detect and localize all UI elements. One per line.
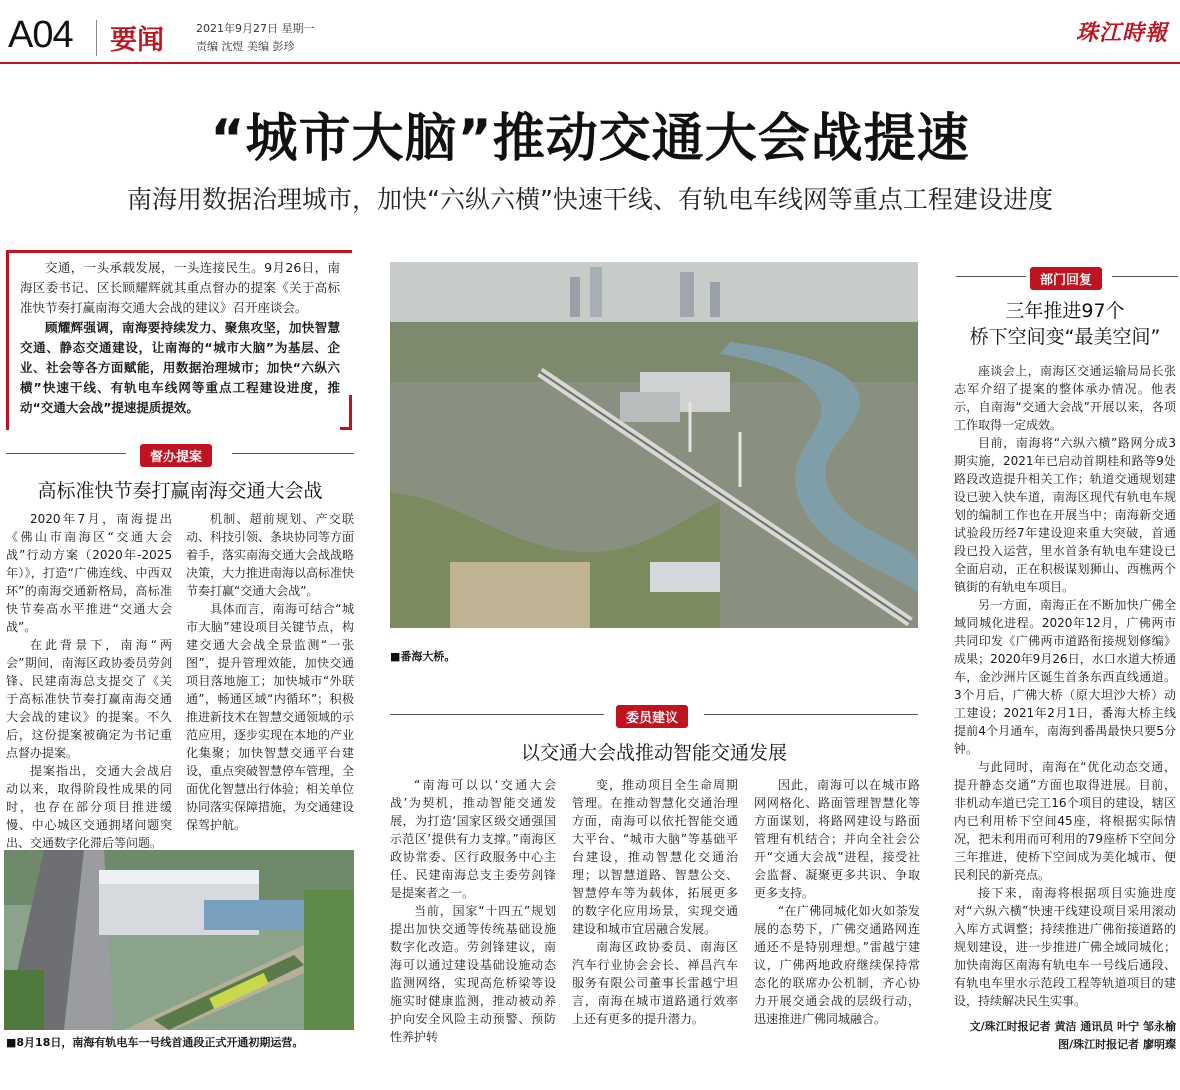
tram-photo — [4, 850, 354, 1030]
article-column — [954, 362, 1176, 1010]
tag-rule — [956, 276, 1026, 277]
header-rule — [0, 62, 1180, 64]
paragraph: 目前，南海将“六纵六横”路网分成3期实施，2021年已启动首期桂和路等9处路段改造提升相关工作；轨道交通规划建设已驶入快车道，南海区现代有轨电车规划的编制工作也在开展当中；南海新交通试验段历经7年建设迎来重大突破，首通段已投入运营，里水首条有轨电车建设已全面启动，正在积极谋划狮山、西樵两个镇街的有轨电车项目。 — [954, 436, 1176, 594]
photo-caption: ■8月18日，南海有轨电车一号线首通段正式开通初期运营。 — [6, 1036, 304, 1049]
lede-paragraph: 顾耀辉强调，南海要持续发力、聚焦攻坚，加快智慧交通、静态交通建设，让南海的“城市大脑”为基层、企业、社会等各方面赋能，用数据治理城市；加快“六纵六横”快速干线、有轨电车线网等重点工程建设进度，推动“交通大会战”提速提质提效。 — [20, 320, 340, 415]
paragraph: 机制、超前规划、产交联动、科技引领、条块协同等方面着手，落实南海交通大会战战略决策，大力推进南海以高标准快节奏打赢“交通大会战”。 — [186, 512, 355, 598]
paragraph: 提案指出，交通大会战启动以来，取得阶段性成果的同时，也存在部分项目推进缓慢、中心城区交通拥堵问题突出、交通数字化滞后等问题。 — [6, 764, 172, 850]
tag-rule — [1112, 276, 1178, 277]
paragraph: 变，推动项目全生命周期管理。在推动智慧化交通治理方面，南海可以依托智能交通大平台、“城市大脑”等基础平台建设，推动智慧化交通治理；以智慧道路、智慧公交、智慧停车等为载体，拓展更多的数字化应用场景，实现交通建设和城市宜居融合发展。 — [572, 778, 738, 936]
sub-headline: 南海用数据治理城市，加快“六纵六横”快速干线、有轨电车线网等重点工程建设进度 — [127, 185, 1053, 214]
article-title-line: 三年推进97个 — [1005, 300, 1125, 322]
article-title: 以交通大会战推动智能交通发展 — [520, 742, 787, 764]
lede-paragraph: 交通，一头承载发展，一头连接民生。9月26日，南海区委书记、区长顾耀辉就其重点督办的提案《关于高标准快节奏打赢南海交通大会战的建议》召开座谈会。 — [20, 260, 340, 315]
tag-rule — [390, 714, 604, 715]
paragraph: 接下来，南海将根据项目实施进度对“六纵六横”快速干线建设项目采用滚动入库方式调整；持续推进广佛衔接道路的规划建设，进一步推进广佛全域同城化；加快南海区南海有轨电车一号线后通段、有轨电车里水示范段工程等轨道项目的建设，持续解决民生实事。 — [954, 886, 1176, 1008]
article-column — [390, 776, 556, 1046]
byline: 文/珠江时报记者 黄洁 通讯员 叶宁 邹永榆 — [969, 1020, 1176, 1033]
main-headline: “城市大脑”推动交通大会战提速 — [210, 109, 970, 169]
tag-rule — [232, 453, 354, 454]
section-name: 要闻 — [110, 25, 164, 56]
editors: 责编 沈煜 美编 彭珍 — [196, 40, 295, 53]
paragraph: 具体而言，南海可结合“城市大脑”建设项目关键节点，构建交通大会战全景监测“一张图”，提升管理效能，加快交通项目落地施工；加快城市“外联通”，畅通区域“内循环”；积极推进新技术在智慧交通领域的示范应用，逐步实现在本地的产业化集聚；加快智慧交通平台建设，重点突破智慧停车管理，全面优化智慧出行体验；相关单位协同落实保障措施，为交通建设保驾护航。 — [186, 602, 355, 832]
issue-date: 2021年9月27日 星期一 — [196, 22, 315, 35]
photo-credit: 图/珠江时报记者 廖明璨 — [1058, 1038, 1176, 1051]
paragraph: 当前，国家“十四五”规划提出加快交通等传统基础设施数字化改造。劳剑锋建议，南海可以通过建设基础设施动态监测网络，实现高危桥梁等设施实时健康监测，推动被动养护向安全风险主动预警、预防性养护转 — [390, 904, 556, 1044]
paragraph: 另一方面，南海正在不断加快广佛全域同城化进程。2020年12月，广佛两市共同印发《广佛两市道路衔接规划修编》成果；2020年9月26日，水口水道大桥通车，金沙洲片区诞生首条东西直线通道。3个月后，广佛大桥（原大坦沙大桥）动工建设；2021年2月1日，番海大桥主线提前4个月通车，南海到番禺最快只要5分钟。 — [954, 598, 1176, 756]
lede-text — [20, 258, 340, 418]
paragraph: 与此同时，南海在“优化动态交通，提升静态交通”方面也取得进展。目前，非机动车道已完工16个项目的建设，辖区内已利用桥下空间45座，将根据实际情况，把未利用而可利用的79座桥下空间分三年推进，使桥下空间成为美化城市、便民利民的新亮点。 — [954, 760, 1176, 882]
tag-rule — [6, 453, 126, 454]
page-number: A04 — [8, 14, 73, 56]
header-divider — [96, 20, 97, 56]
paragraph: 南海区政协委员、南海区汽车行业协会会长、禅昌汽车服务有限公司董事长雷越宁坦言，南海在城市道路通行效率上还有更多的提升潜力。 — [572, 940, 738, 1026]
tag-badge: 督办提案 — [140, 444, 212, 467]
paragraph: “南海可以以‘交通大会战’为契机，推动智能交通发展，为打造‘国家区级交通强国示范区’提供有力支撑。”南海区政协常委、区行政服务中心主任、民建南海总支主委劳剑锋是提案者之一。 — [390, 778, 556, 900]
paragraph: 座谈会上，南海区交通运输局局长张志军介绍了提案的整体承办情况。他表示，自南海“交通大会战”开展以来，各项工作取得一定成效。 — [954, 364, 1176, 432]
paragraph: “在广佛同城化如火如荼发展的态势下，广佛交通路网连通还不是特别理想。”雷越宁建议，广佛两地政府继续保持常态化的联席办公机制，齐心协力开展交通会战的层级行动，迅速推进广佛同城融合。 — [754, 904, 920, 1026]
bridge-photo — [390, 262, 918, 628]
article-column — [754, 776, 920, 1028]
article-column — [572, 776, 738, 1028]
photo-caption: ■番海大桥。 — [390, 650, 456, 663]
article-title: 高标准快节奏打赢南海交通大会战 — [37, 480, 323, 502]
article-column — [6, 510, 172, 870]
lede-frame-corner — [340, 395, 352, 430]
tag-badge: 委员建议 — [616, 705, 688, 728]
tag-rule — [704, 714, 918, 715]
paragraph: 在此背景下，南海“两会”期间，南海区政协委员劳剑锋、民建南海总支提交了《关于高标准快节奏打赢南海交通大会战的建议》的提案。不久后，这份提案被确定为书记重点督办提案。 — [6, 638, 172, 760]
article-title-line: 桥下空间变“最美空间” — [969, 326, 1161, 348]
paragraph: 2020年7月，南海提出《佛山市南海区“交通大会战”行动方案（2020年-2025年）》，打造“广佛连线、中西双环”的南海交通新格局，高标准快节奏高水平推进“交通大会战”。 — [6, 512, 172, 634]
article-column — [186, 510, 354, 834]
tag-badge: 部门回复 — [1030, 267, 1102, 290]
paragraph: 因此，南海可以在城市路网网格化、路面管理智慧化等方面谋划，将路网建设与路面管理有机结合；并向全社会公开“交通大会战”进程，接受社会监督、凝聚更多共识、争取更多支持。 — [754, 778, 920, 900]
newspaper-logo: 珠江時報 — [1075, 20, 1168, 46]
